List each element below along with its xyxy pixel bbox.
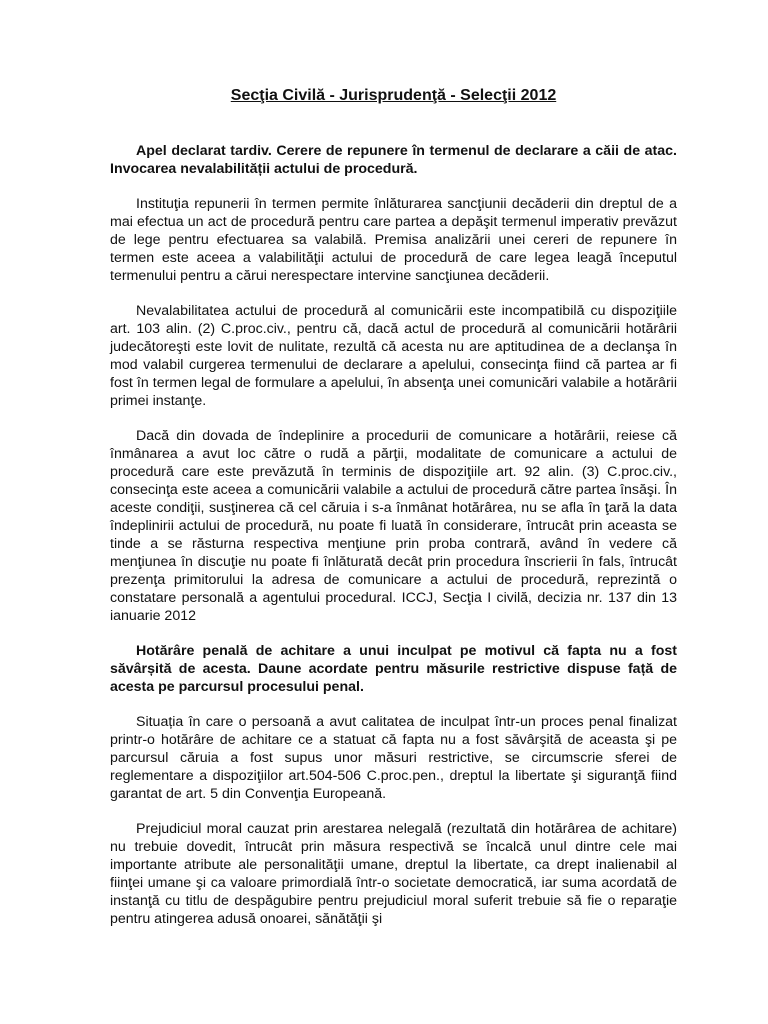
paragraph: Nevalabilitatea actului de procedură al comunicării este incompatibilă cu dispoziţiile art. 103 alin. (2) C.proc.civ., pentru că, dacă actul de procedură al comunicării hotărârii judecătoreşti este lovit de nulitate, rezultă că acesta nu are aptitudinea de a declanşa în mod valabil curgerea termenului de declarare a apelului, consecinţa fiind că partea ar fi fost în termen legal de formulare a apelului, în absenţa unei comunicări valabile a hotărârii primei instanţe. (110, 303, 677, 409)
document-page (110, 86, 677, 945)
section-heading: Hotărâre penală de achitare a unui inculpat pe motivul că fapta nu a fost săvârșită de acesta. Daune acordate pentru măsurile restrictive dispuse față de acesta pe parcursul procesului penal. (110, 643, 677, 695)
section-apel-tardiv (110, 142, 677, 625)
paragraph: Prejudiciul moral cauzat prin arestarea nelegală (rezultată din hotărârea de achitare) nu trebuie dovedit, întrucât prin măsura respectivă se încalcă unul dintre cele mai importante atribute ale personalităţii umane, dreptul la libertate, ca drept inalienabil al fiinţei umane şi ca valoare primordială într-o societate democratică, iar suma acordată de instanţă cu titlu de despăgubire pentru prejudiciul moral suferit trebuie să fie o reparaţie pentru atingerea adusă onoarei, sănătăţii şi (110, 821, 677, 927)
paragraph: Dacă din dovada de îndeplinire a procedurii de comunicare a hotărârii, reiese că înmânarea a avut loc către o rudă a părţii, modalitate de comunicare a actului de procedură care este prevăzută în terminis de dispoziţiile art. 92 alin. (3) C.proc.civ., consecinţa este aceea a comunicării valabile a actului de procedură către partea însăşi. În aceste condiţii, susţinerea că cel căruia i s-a înmânat hotărârea, nu se afla în ţară la data îndeplinirii actului de procedură, nu poate fi luată în considerare, întrucât prin aceasta se tinde a se răsturna respectiva menţiune prin proba contrară, având în vedere că menţiunea în discuţie nu poate fi înlăturată decât prin procedura înscrierii în fals, întrucât prezenţa primitorului la adresa de comunicare a actului de procedură, reprezintă o constatare personală a agentului procedural. ICCJ, Secţia I civilă, decizia nr. 137 din 13 ianuarie 2012 (110, 428, 677, 624)
section-hotarare-achitare (110, 642, 677, 928)
document-title: Secţia Civilă - Jurisprudenţă - Selecţii 2012 (230, 87, 557, 104)
paragraph: Instituţia repunerii în termen permite înlăturarea sancţiunii decăderii din dreptul de a mai efectua un act de procedură pentru care partea a depăşit termenul imperativ prevăzut de lege pentru efectuarea sa valabilă. Premisa analizării unei cereri de repunere în termen este aceea a valabilităţii actului de procedură de care legea leagă începutul termenului pentru a cărui nerespectare intervine sancţiunea decăderii. (110, 196, 677, 284)
section-heading: Apel declarat tardiv. Cerere de repunere în termenul de declarare a căii de atac. Invocarea nevalabilității actului de procedură. (110, 143, 677, 177)
paragraph: Situația în care o persoană a avut calitatea de inculpat într-un proces penal finalizat printr-o hotărâre de achitare ce a statuat că fapta nu a fost săvârşită de aceasta şi pe parcursul căruia a fost supus unor măsuri restrictive, se circumscrie sferei de reglementare a dispoziţiilor art.504-506 C.proc.pen., dreptul la libertate şi siguranţă fiind garantat de art. 5 din Convenţia Europeană. (110, 714, 677, 802)
